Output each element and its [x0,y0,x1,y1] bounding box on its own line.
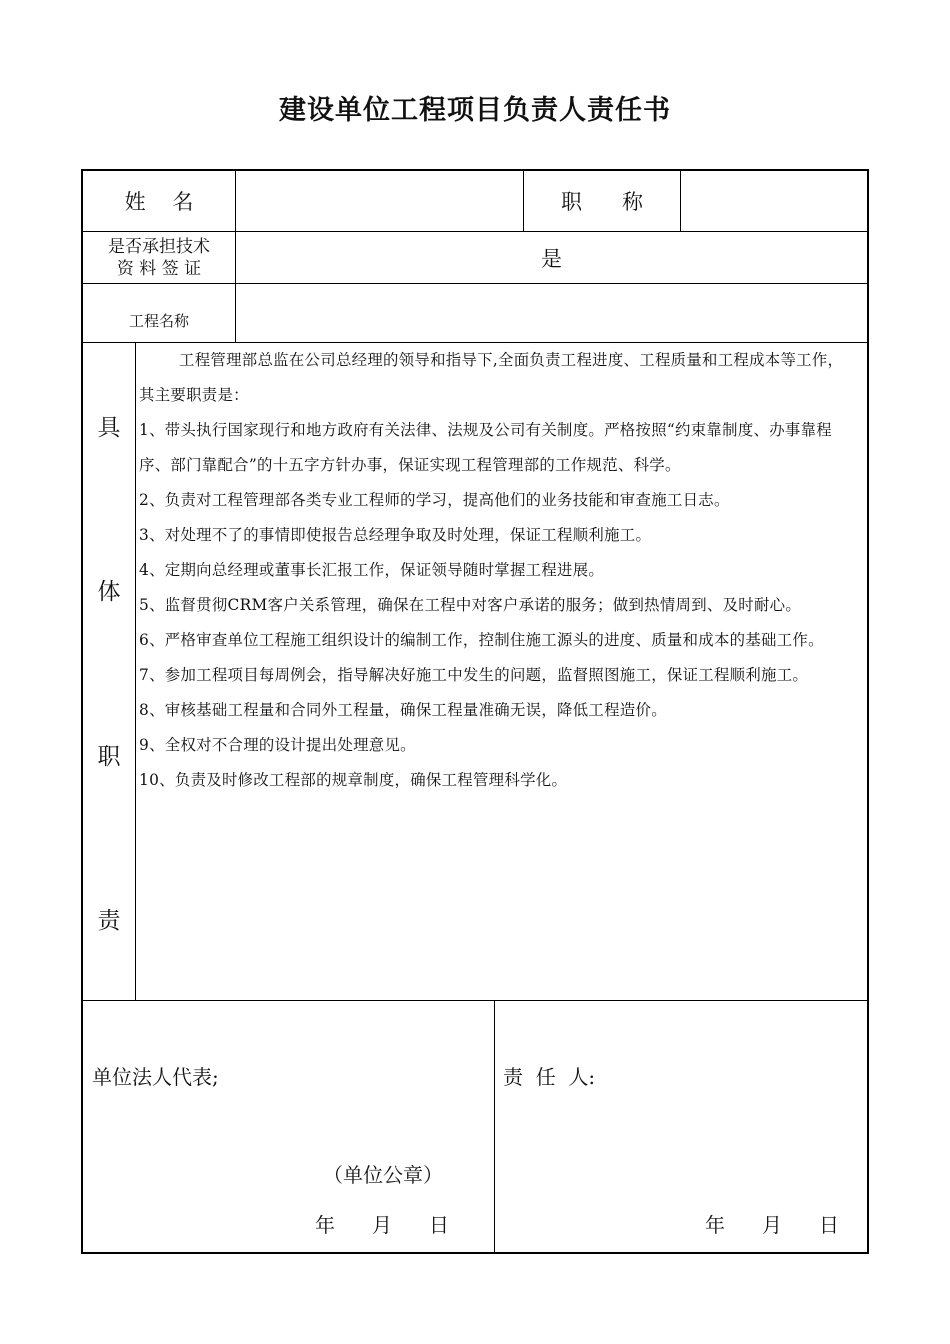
duty-item: 5、监督贯彻CRM客户关系管理，确保在工程中对客户承诺的服务；做到热情周到、及时耐心。 [139,596,802,614]
duties-label-char: 体 [97,579,121,606]
duty-item: 2、负责对工程管理部各类专业工程师的学习，提高他们的业务技能和审查施工日志。 [139,491,730,509]
column-divider [135,342,136,1000]
tech-signoff-label-line2: 资 料 签 证 [116,258,202,279]
date-year: 年 [705,1213,725,1237]
duty-item: 3、对处理不了的事情即使报告总经理争取及时处理，保证工程顺利施工。 [139,526,652,544]
row-divider [83,1000,867,1001]
duty-item: 7、参加工程项目每周例会，指导解决好施工中发生的问题，监督照图施工，保证工程顺利施工。 [139,666,809,684]
job-title-field[interactable] [681,171,867,231]
responsibility-form-table [81,169,869,1254]
duty-item: 9、全权对不合理的设计提出处理意见。 [139,736,416,754]
tech-signoff-value: 是 [541,246,562,271]
project-name-field[interactable] [236,284,867,342]
duty-item: 4、定期向总经理或董事长汇报工作，保证领导随时掌握工程进展。 [139,561,605,579]
duty-item: 8、审核基础工程量和合同外工程量，确保工程量准确无误，降低工程造价。 [139,701,667,719]
right-date [705,1209,839,1238]
duties-intro: 工程管理部总监在公司总经理的领导和指导下,全面负责工程进度、工程质量和工程成本等工作，其主要职责是： [139,351,844,404]
duties-vertical-label [83,343,135,1001]
tech-signoff-label-line1: 是否承担技术 [108,236,210,257]
duty-item: 6、严格审查单位工程施工组织设计的编制工作，控制住施工源头的进度、质量和成本的基础工作。 [139,631,824,649]
project-name-label: 工程名称 [128,311,189,330]
company-seal-label: （单位公章） [323,1163,443,1187]
legal-representative-label: 单位法人代表; [92,1065,219,1089]
document-title: 建设单位工程项目负责人责任书 [279,95,671,126]
date-day: 日 [819,1213,839,1237]
name-field[interactable] [236,171,523,231]
date-month: 月 [372,1213,392,1237]
duties-label-char: 职 [97,743,121,770]
name-label: 姓 名 [124,190,194,214]
duty-item: 1、带头执行国家现行和地方政府有关法律、法规及公司有关制度。严格按照“约束靠制度、办事靠程序、部门靠配合”的十五字方针办事，保证实现工程管理部的工作规范、科学。 [139,421,832,474]
left-date [315,1209,449,1238]
duties-list [139,343,855,798]
tech-signoff-label [83,232,235,283]
duties-label-char: 责 [97,908,121,935]
job-title-label: 职 称 [560,190,644,214]
column-divider [494,1000,495,1252]
date-month: 月 [762,1213,782,1237]
date-day: 日 [429,1213,449,1237]
date-year: 年 [315,1213,335,1237]
duties-label-char: 具 [97,414,121,441]
duty-item: 10、负责及时修改工程部的规章制度，确保工程管理科学化。 [139,771,568,789]
responsible-person-label: 责 任 人: [503,1065,596,1089]
